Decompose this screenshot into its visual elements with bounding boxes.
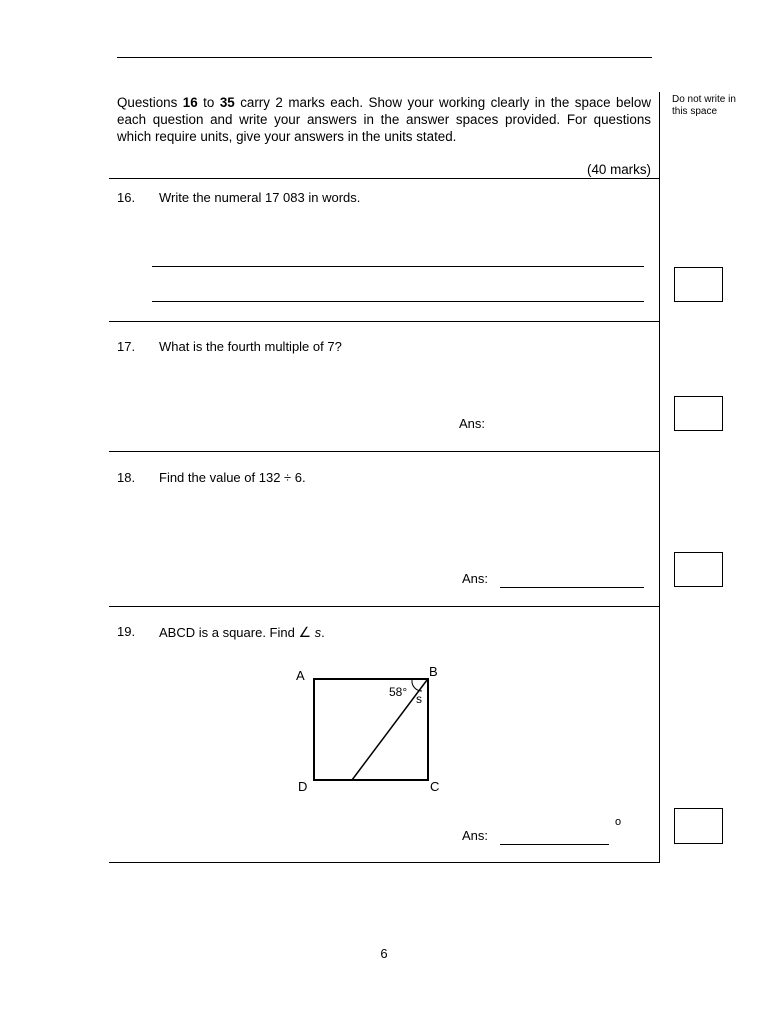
marks-box[interactable] — [674, 808, 723, 844]
intro-text-to: to — [197, 95, 220, 110]
total-marks: (40 marks) — [587, 162, 651, 177]
page-number: 6 — [380, 946, 388, 961]
question-text: Write the numeral 17 083 in words. — [159, 190, 361, 205]
question-text-start: ABCD is a square. Find — [159, 625, 299, 640]
answer-label: Ans: — [459, 416, 486, 431]
intro-question-from: 16 — [182, 95, 198, 110]
vertex-a-label: A — [296, 668, 305, 683]
vertex-d-label: D — [298, 779, 308, 794]
given-angle-label: 58° — [389, 685, 408, 699]
answer-label: Ans: — [462, 571, 489, 586]
question-text: Find the value of 132 ÷ 6. — [159, 470, 306, 485]
degree-unit: o — [615, 816, 622, 828]
square-abcd — [314, 679, 428, 780]
intro-text-start: Questions — [117, 95, 183, 110]
angle-symbol: ∠ — [298, 624, 312, 640]
question-text: What is the fourth multiple of 7? — [159, 339, 342, 354]
answer-line[interactable] — [500, 844, 609, 845]
margin-note: Do not write in this space — [672, 94, 736, 117]
intro-question-to: 35 — [219, 95, 235, 110]
angle-variable: s — [311, 625, 322, 640]
answer-label: Ans: — [462, 828, 489, 843]
intro-text-rest: carry 2 marks each. Show your working clearly in the space below each question and write your answers in the answer spaces provided. For questions which require units, give your answers in the units stated. — [117, 95, 652, 144]
question-number: 19. — [117, 624, 136, 639]
question-number: 16. — [117, 190, 136, 205]
vertex-b-label: B — [429, 664, 438, 679]
question-text-end: . — [321, 625, 325, 640]
question-number: 17. — [117, 339, 136, 354]
unknown-angle-label: s — [416, 692, 422, 706]
vertex-c-label: C — [430, 779, 440, 794]
question-number: 18. — [117, 470, 136, 485]
